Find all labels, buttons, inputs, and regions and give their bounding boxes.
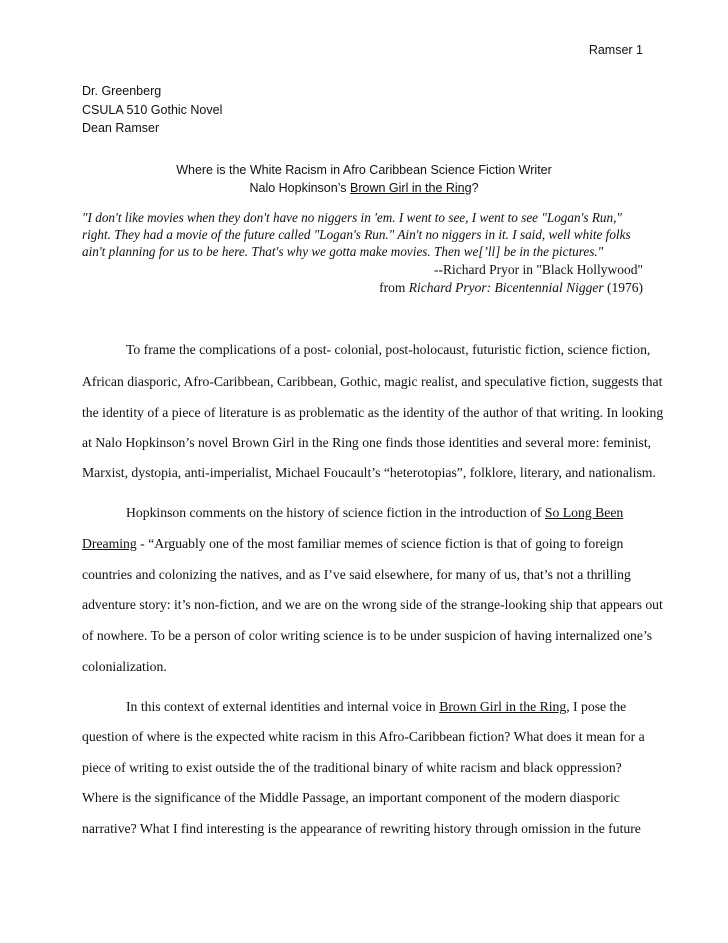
p2-book-title-cont: Dreaming [82, 536, 137, 551]
paragraph-1-line: Marxist, dystopia, anti-imperialist, Michael Foucault’s “heterotopias”, folklore, literary, and nationalism. [82, 465, 656, 480]
epigraph-source [379, 280, 643, 296]
paragraph-3-line: narrative? What I find interesting is the appearance of rewriting history through omission in the future [82, 821, 641, 836]
title-line-1: Where is the White Racism in Afro Caribbean Science Fiction Writer [176, 163, 552, 177]
paragraph-3-line [126, 699, 626, 715]
running-head: Ramser 1 [588, 43, 643, 57]
source-prefix: from [379, 280, 409, 295]
epigraph-line: ain't planning for us to be here. That's why we gotta make movies. Then we[’ll] be in the pictures." [82, 244, 604, 259]
p2-line2-text: - “Arguably one of the most familiar memes of science fiction is that of going to foreign [136, 536, 624, 551]
paragraph-3-line: piece of writing to exist outside the of the traditional binary of white racism and black oppression? [82, 760, 622, 775]
title-book: Brown Girl in the Ring [350, 181, 472, 195]
paragraph-2-line: adventure story: it’s non-fiction, and we are on the wrong side of the strange-looking ship that appears out [82, 597, 663, 612]
p3-line1-suffix: , I pose the [566, 699, 627, 714]
epigraph-line: right. They had a movie of the future called "Logan's Run." Ain't no niggers in it. I said, well white folks [82, 227, 631, 242]
paragraph-2-line [126, 505, 623, 521]
title-prefix: Nalo Hopkinson’s [249, 181, 350, 195]
paragraph-1-line: To frame the complications of a post- colonial, post-holocaust, futuristic fiction, science fiction, [126, 342, 651, 357]
p3-book-title: Brown Girl in the Ring [439, 699, 567, 714]
p2-line1-text: Hopkinson comments on the history of science fiction in the introduction of [126, 505, 545, 520]
title-suffix: ? [471, 181, 479, 195]
paragraph-2-line: colonialization. [82, 659, 167, 674]
paragraph-2-line: countries and colonizing the natives, and as I’ve said elsewhere, for many of us, that’s not a thrilling [82, 567, 631, 582]
epigraph-attribution: --Richard Pryor in "Black Hollywood" [434, 262, 643, 277]
paragraph-1-line: African diasporic, Afro-Caribbean, Caribbean, Gothic, magic realist, and speculative fiction, suggests that [82, 374, 663, 389]
source-title: Richard Pryor: Bicentennial Nigger [408, 280, 604, 295]
professor-name: Dr. Greenberg [82, 84, 162, 98]
p2-book-title: So Long Been [544, 505, 624, 520]
epigraph-line: "I don't like movies when they don't have no niggers in 'em. I went to see, I went to see "Logan's Run," [82, 210, 622, 225]
course-name: CSULA 510 Gothic Novel [82, 103, 223, 117]
title-line-2 [0, 181, 728, 195]
source-year: (1976) [603, 280, 643, 295]
paragraph-2-line [82, 536, 623, 552]
paragraph-1-line: at Nalo Hopkinson’s novel Brown Girl in the Ring one finds those identities and several more: feminist, [82, 435, 652, 450]
paragraph-1-line: the identity of a piece of literature is as problematic as the identity of the author of that writing. In looking [82, 405, 664, 420]
paragraph-3-line: question of where is the expected white racism in this Afro-Caribbean fiction? What does it mean for a [82, 729, 645, 744]
p3-line1-text: In this context of external identities and internal voice in [126, 699, 440, 714]
paragraph-3-line: Where is the significance of the Middle Passage, an important component of the modern diasporic [82, 790, 620, 805]
author-name: Dean Ramser [82, 121, 160, 135]
paragraph-2-line: of nowhere. To be a person of color writing science is to be under suspicion of having internalized one’s [82, 628, 653, 643]
